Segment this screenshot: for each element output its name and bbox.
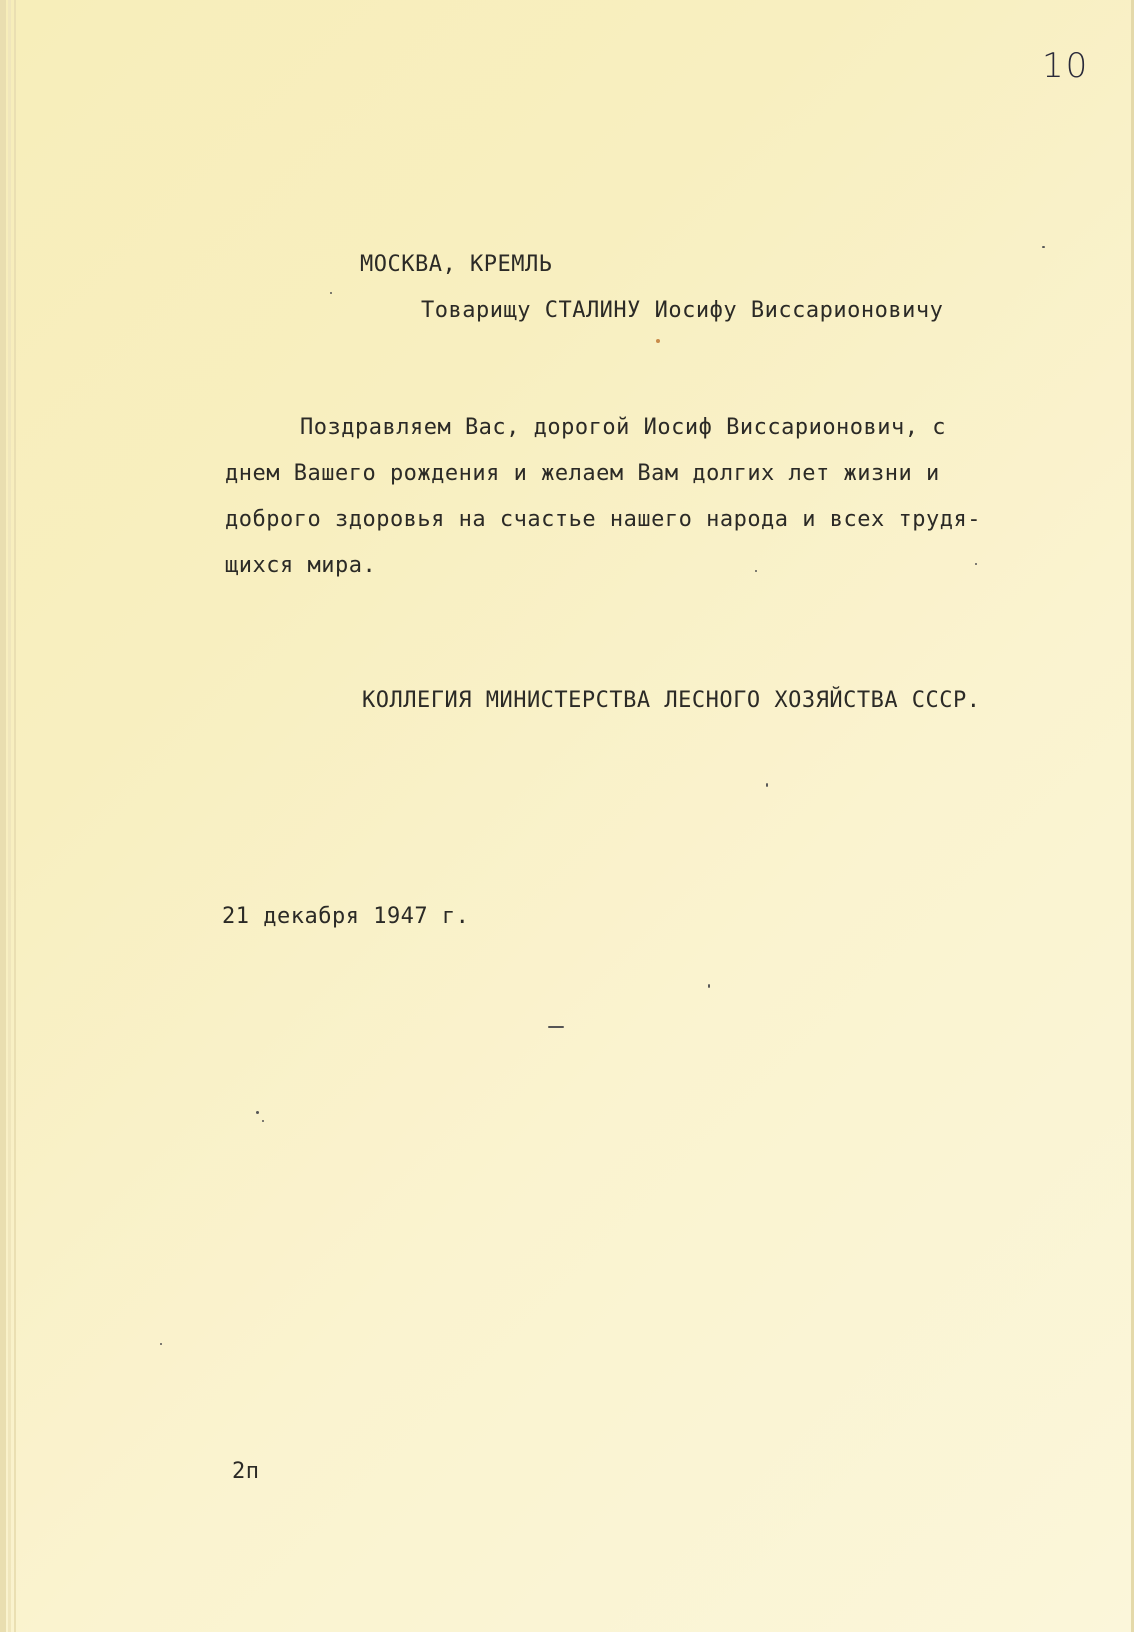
paper-edge: [8, 0, 11, 1642]
scan-margin: [1134, 0, 1146, 1642]
paper-edge: [14, 0, 16, 1642]
paper-speck: [160, 1343, 162, 1345]
body-line: доброго здоровья на счастье нашего народа и всех трудя-: [225, 507, 981, 532]
address-line: МОСКВА, КРЕМЛЬ: [360, 252, 553, 277]
body-line: щихся мира.: [225, 553, 377, 578]
paper-speck: [766, 783, 768, 787]
handwritten-page-number: 10: [1042, 46, 1090, 86]
paper-edge: [0, 0, 6, 1642]
copies-mark: 2п: [232, 1459, 260, 1484]
paper-speck: [755, 570, 757, 572]
recipient-line: Товарищу СТАЛИНУ Иосифу Виссарионовичу: [421, 298, 944, 323]
paper-speck: [1042, 246, 1045, 248]
paper-speck: [548, 1026, 564, 1028]
paper-speck: [975, 563, 977, 565]
paper-speck: [262, 1120, 264, 1122]
paper-speck: [708, 984, 710, 988]
scan-margin: [0, 1632, 1146, 1642]
body-line: днем Вашего рождения и желаем Вам долгих лет жизни и: [225, 461, 940, 486]
paper-speck: [656, 339, 660, 343]
signature-line: КОЛЛЕГИЯ МИНИСТЕРСТВА ЛЕСНОГО ХОЗЯЙСТВА СССР.: [362, 688, 981, 713]
paper-speck: [256, 1111, 259, 1114]
paper-speck: [330, 292, 332, 294]
date-line: 21 декабря 1947 г.: [222, 904, 470, 929]
body-line: Поздравляем Вас, дорогой Иосиф Виссарионович, с: [300, 415, 947, 440]
